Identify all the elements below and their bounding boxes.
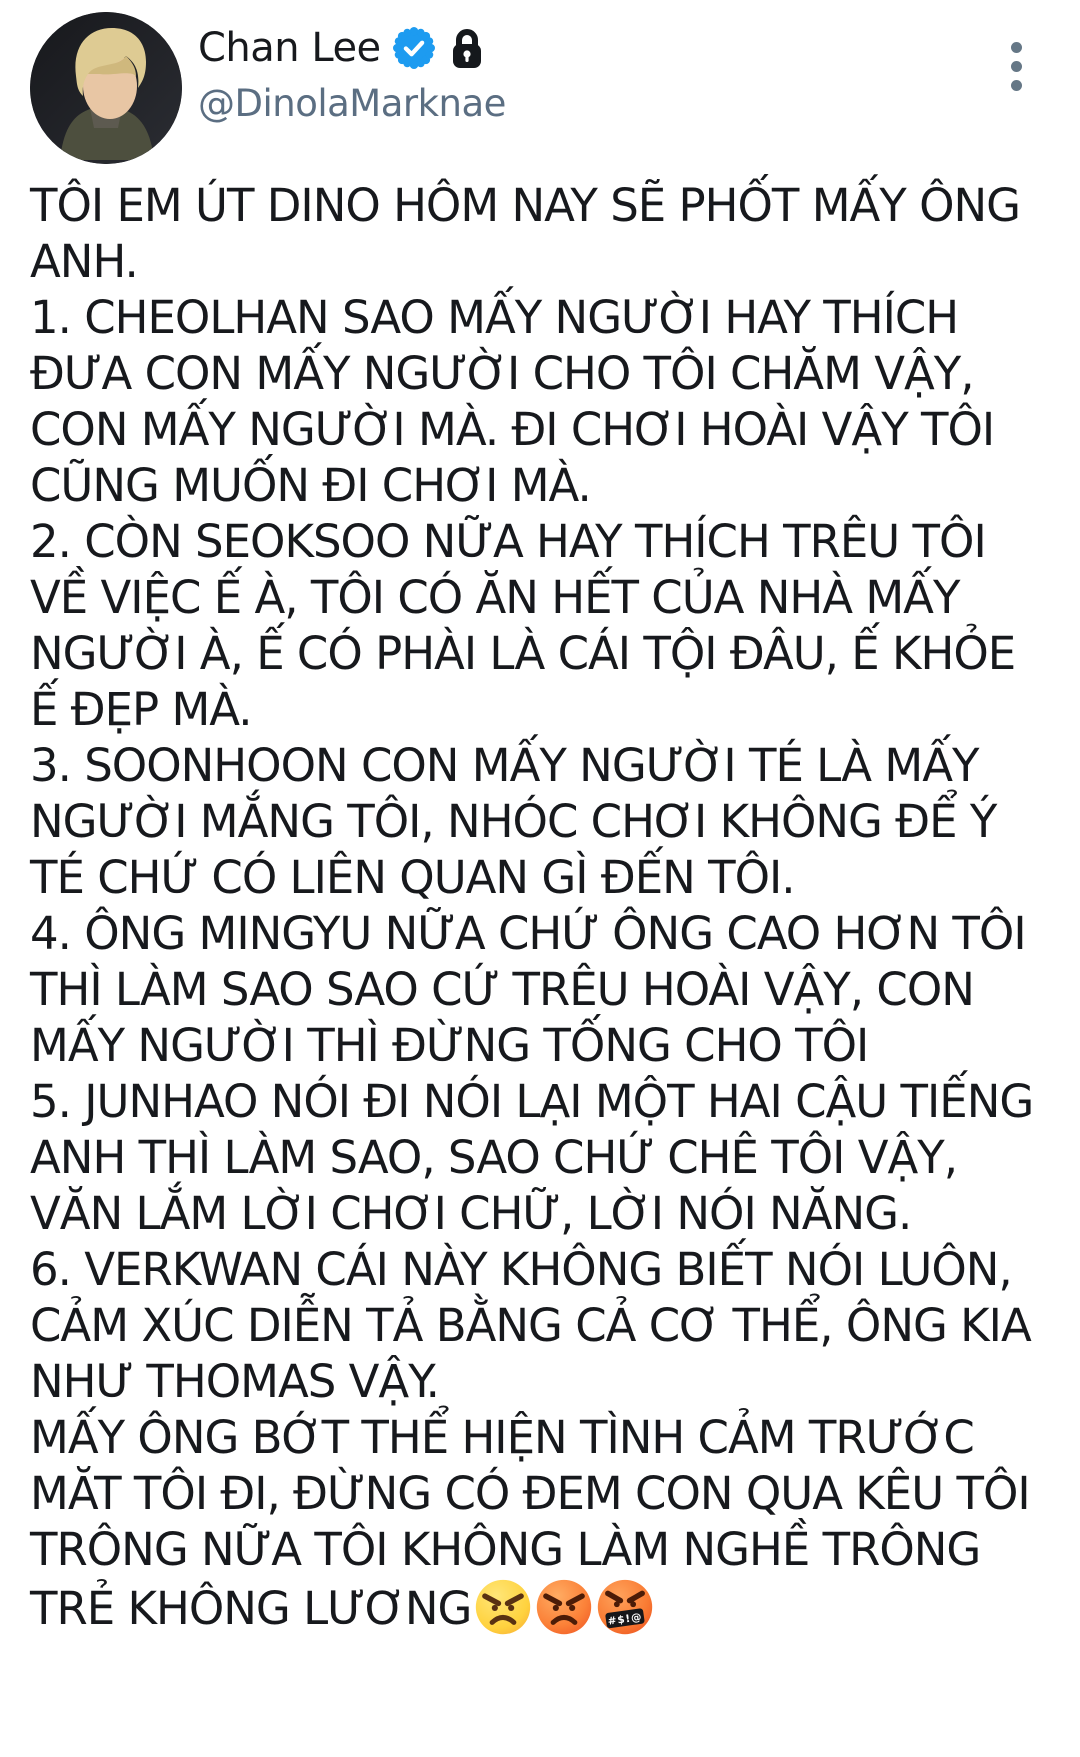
post-paragraph (30, 1410, 1054, 1637)
avatar[interactable] (30, 12, 182, 164)
user-handle[interactable]: @DinolaMarknae (198, 82, 506, 125)
user-identity (198, 12, 506, 125)
post-paragraph-text: MẤY ÔNG BỚT THỂ HIỆN TÌNH CẢM TRƯỚC MĂT TÔI ĐI, ĐỪNG CÓ ĐEM CON QUA KÊU TÔI TRÔNG NỮA TÔI KHÔNG LÀM NGHỀ TRÔNG TRẺ KHÔNG LƯƠNG (30, 1411, 1030, 1635)
post-header (30, 12, 1054, 164)
pouting-face-emoji-icon (535, 1578, 593, 1636)
angry-face-emoji-icon (474, 1578, 532, 1636)
post-paragraph: 6. VERKWAN CÁI NÀY KHÔNG BIẾT NÓI LUÔN, CẢM XÚC DIỄN TẢ BẰNG CẢ CƠ THỂ, ÔNG KIA NHƯ THOMAS VẬY. (30, 1243, 1031, 1408)
emoji-mouth-symbols: #$!@ (607, 1611, 644, 1628)
post-paragraph: TÔI EM ÚT DINO HÔM NAY SẼ PHỐT MẤY ÔNG ANH. (30, 179, 1021, 288)
post-paragraph: 5. JUNHAO NÓI ĐI NÓI LẠI MỘT HAI CẬU TIẾNG ANH THÌ LÀM SAO, SAO CHỨ CHÊ TÔI VẬY, VĂN LẮM LỜI CHƠI CHỮ, LỜI NÓI NĂNG. (30, 1075, 1034, 1240)
kebab-menu-icon[interactable] (1011, 12, 1054, 91)
post-paragraph: 4. ÔNG MINGYU NỮA CHỨ ÔNG CAO HƠN TÔI THÌ LÀM SAO SAO CỨ TRÊU HOÀI VẬY, CON MẤY NGƯỜI THÌ ĐỪNG TỐNG CHO TÔI (30, 907, 1026, 1072)
avatar-photo (30, 12, 182, 164)
verified-badge-icon (393, 27, 435, 69)
lock-icon (447, 26, 487, 70)
menu-dot (1011, 61, 1022, 72)
post-paragraph: 1. CHEOLHAN SAO MẤY NGƯỜI HAY THÍCH ĐƯA CON MẤY NGƯỜI CHO TÔI CHĂM VẬY, CON MẤY NGƯỜI MÀ. ĐI CHƠI HOÀI VẬY TÔI CŨNG MUỐN ĐI CHƠI MÀ. (30, 291, 995, 512)
menu-dot (1011, 42, 1022, 53)
display-name[interactable]: Chan Lee (198, 25, 381, 71)
menu-dot (1011, 80, 1022, 91)
post-paragraph: 2. CÒN SEOKSOO NỮA HAY THÍCH TRÊU TÔI VỀ VIỆC Ế À, TÔI CÓ ĂN HẾT CỦA NHÀ MẤY NGƯỜI À, Ế CÓ PHÀI LÀ CÁI TỘI ĐÂU, Ế KHỎE Ế ĐẸP MÀ. (30, 515, 1016, 736)
face-with-symbols-on-mouth-emoji-icon (596, 1578, 654, 1636)
post-paragraph: 3. SOONHOON CON MẤY NGƯỜI TÉ LÀ MẤY NGƯỜI MẮNG TÔI, NHÓC CHƠI KHÔNG ĐỂ Ý TÉ CHỨ CÓ LIÊN QUAN GÌ ĐẾN TÔI. (30, 739, 997, 904)
post-body (30, 178, 1054, 1637)
